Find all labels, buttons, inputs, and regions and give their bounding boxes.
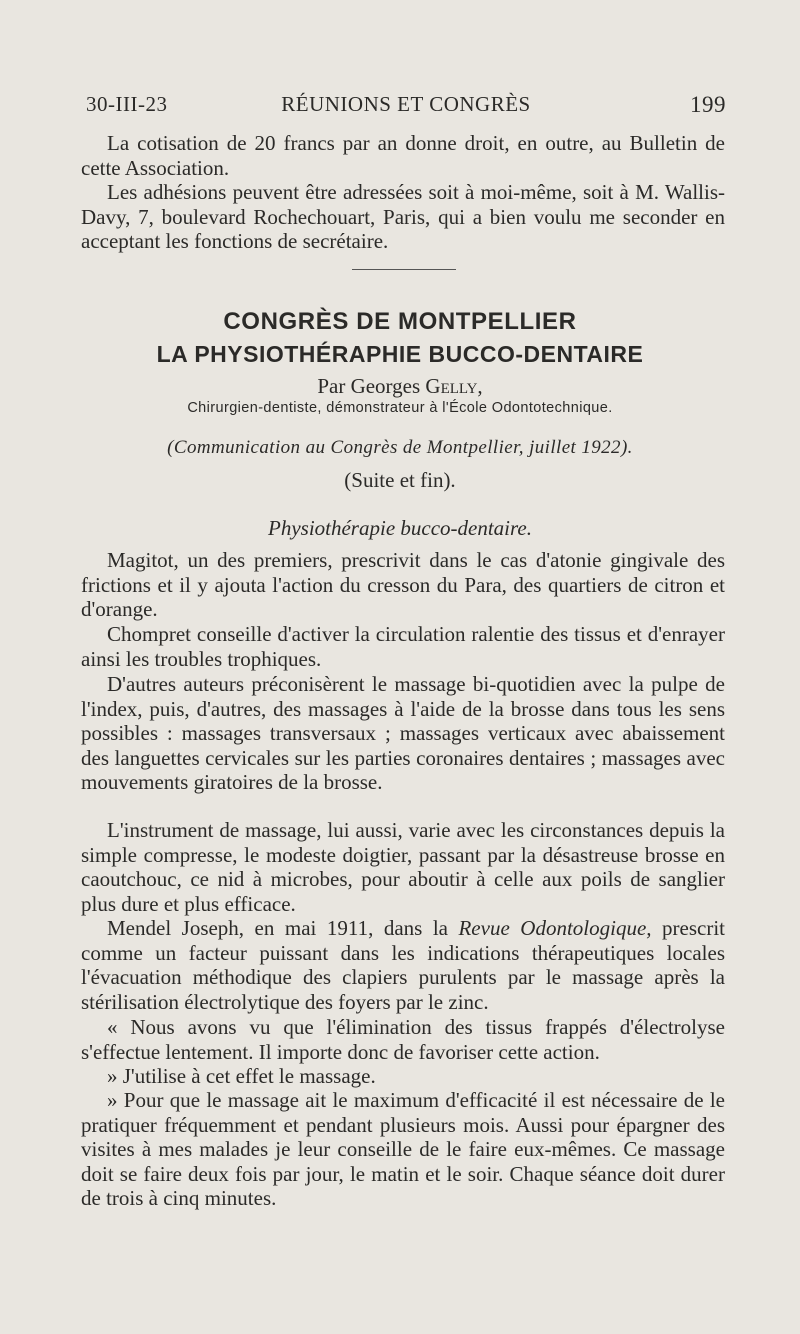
body-paragraph-2: Chompret conseille d'activer la circulation ralentie des tissus et d'enrayer ainsi les troubles trophiques.	[81, 622, 725, 671]
section-divider	[352, 269, 456, 270]
body-paragraph-8: » Pour que le massage ait le maximum d'efficacité il est nécessaire de le pratiquer fréquemment et pendant plusieurs mois. Aussi pour épargner des visites à mes malades je leur conseille de le faire eux-mêmes. Ce massage doit se faire deux fois par jour, le matin et le soir. Chaque séance doit durer de trois à cinq minutes.	[81, 1088, 725, 1211]
article-title: CONGRÈS DE MONTPELLIER	[223, 308, 577, 335]
body-paragraph-1: Magitot, un des premiers, prescrivit dans le cas d'atonie gingivale des frictions et il y ajouta l'action du cresson du Para, des quartiers de citron et d'orange.	[81, 548, 725, 622]
body-paragraph-4: L'instrument de massage, lui aussi, varie avec les circonstances depuis la simple compresse, le modeste doigtier, passant par la désastreuse brosse en caoutchouc, ce nid à microbes, pour aboutir à celle aux poils de sanglier plus dure et plus efficace.	[81, 818, 725, 916]
journal-title: Revue Odontologique,	[458, 916, 652, 940]
intro-paragraph-2: Les adhésions peuvent être adressées soit à moi-même, soit à M. Wallis-Davy, 7, boulevard Rochechouart, Paris, qui a bien voulu me seconder en acceptant les fonctions de secrétaire.	[81, 180, 725, 254]
body-paragraph-6: « Nous avons vu que l'élimination des tissus frappés d'électrolyse s'effectue lentement. Il importe donc de favoriser cette action.	[81, 1015, 725, 1064]
p5-text-after: prescrit comme un facteur puissant dans les indications thérapeutiques locales l'évacuation méthodique des clapiers purulents par le massage après la stérilisation électrolytique des foyers par le zinc.	[81, 916, 725, 1014]
page-number: 199	[690, 92, 726, 117]
running-head	[86, 92, 726, 122]
continuation-note: (Suite et fin).	[344, 468, 456, 492]
running-head-date: 30-III-23	[86, 92, 168, 116]
section-heading: Physiothérapie bucco-dentaire.	[268, 516, 532, 540]
p5-text-before: Mendel Joseph, en mai 1911, dans la	[107, 916, 459, 940]
author-name: Gelly,	[425, 374, 483, 398]
communication-note: (Communication au Congrès de Montpellier, juillet 1922).	[167, 437, 633, 458]
byline	[0, 374, 800, 399]
byline-prefix: Par Georges	[317, 374, 426, 398]
body-paragraph-3: D'autres auteurs préconisèrent le massage bi-quotidien avec la pulpe de l'index, puis, d'autres, des massages à l'aide de la brosse dans tous les sens possibles : massages transversaux ; massages verticaux avec abaissement des languettes cervicales sur les parties coronaires dentaires ; massages avec mouvements giratoires de la brosse.	[81, 672, 725, 795]
body-paragraph-7: » J'utilise à cet effet le massage.	[107, 1064, 376, 1088]
body-paragraph-5	[81, 916, 725, 1014]
author-affiliation: Chirurgien-dentiste, démonstrateur à l'École Odontotechnique.	[187, 400, 613, 416]
running-head-title: RÉUNIONS ET CONGRÈS	[281, 92, 531, 116]
article-subtitle: LA PHYSIOTHÉRAPHIE BUCCO-DENTAIRE	[156, 341, 644, 367]
intro-paragraph-1: La cotisation de 20 francs par an donne droit, en outre, au Bulletin de cette Association.	[81, 131, 725, 180]
